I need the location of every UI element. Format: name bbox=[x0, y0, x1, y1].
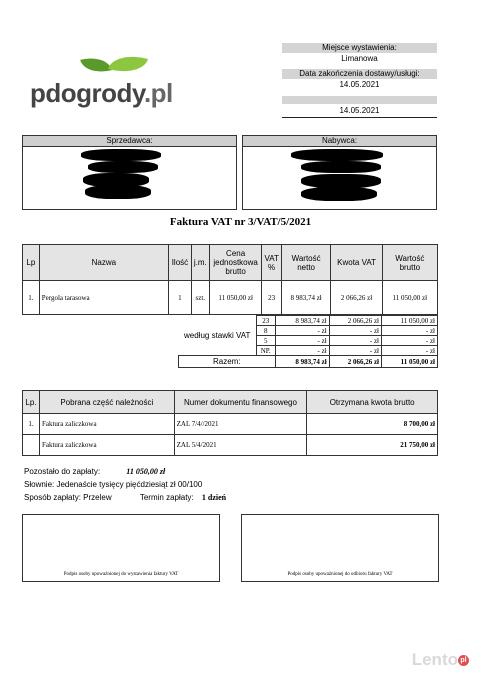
rate-vat: - zł bbox=[329, 326, 381, 336]
delivery-value: 14.05.2021 bbox=[339, 80, 380, 89]
lento-watermark bbox=[412, 650, 469, 670]
rate-vat: - zł bbox=[329, 336, 381, 346]
remaining-label: Pozostało do zapłaty: bbox=[24, 467, 101, 476]
rate-vat: - zł bbox=[329, 346, 381, 356]
col-lp: Lp bbox=[23, 245, 40, 281]
issuer-signature-caption: Podpis osoby upoważnionej do wystawienia faktury VAT bbox=[63, 572, 179, 577]
watermark-badge: pl bbox=[458, 655, 469, 666]
adv-doc: ZAL 7/4//2021 bbox=[174, 414, 307, 435]
rate-gross: - zł bbox=[382, 346, 438, 356]
invoice-title: Faktura VAT nr 3/VAT/5/2021 bbox=[169, 216, 312, 228]
total-gross: 11 050,00 zł bbox=[382, 356, 438, 368]
adv-doc: ZAL 5/4/2021 bbox=[174, 435, 307, 456]
col-vat: VAT % bbox=[262, 245, 281, 281]
row-vat: 23 bbox=[262, 281, 281, 315]
col-adv-lp: Lp. bbox=[23, 391, 40, 414]
watermark-text: Lento bbox=[411, 650, 458, 669]
col-adv-doc: Numer dokumentu finansowego bbox=[174, 391, 307, 414]
row-gross: 11 050,00 zł bbox=[382, 281, 437, 315]
issue-value: 14.05.2021 bbox=[339, 106, 380, 115]
leaf-icon-right bbox=[108, 50, 148, 79]
buyer-panel bbox=[242, 135, 437, 210]
items-table bbox=[22, 244, 438, 315]
logo-tld: .pl bbox=[143, 78, 173, 108]
adv-part: Faktura zaliczkowa bbox=[39, 435, 174, 456]
payment-term-value: 1 dzień bbox=[201, 493, 227, 502]
rate-value: 23 bbox=[256, 316, 275, 326]
table-row bbox=[23, 281, 438, 315]
seller-panel bbox=[22, 135, 237, 210]
col-qty: Ilość bbox=[168, 245, 191, 281]
col-vat-amount: Kwota VAT bbox=[331, 245, 382, 281]
leaf-icon-left bbox=[80, 53, 112, 78]
rate-net: - zł bbox=[275, 326, 329, 336]
row-lp: 1. bbox=[23, 281, 40, 315]
rate-vat: 2 066,26 zł bbox=[329, 316, 381, 326]
rate-breakdown bbox=[178, 315, 438, 368]
row-vat-amount: 2 066,26 zł bbox=[331, 281, 382, 315]
col-adv-part: Pobrana część należności bbox=[39, 391, 174, 414]
rate-gross: 11 050,00 zł bbox=[382, 316, 438, 326]
rate-value: 5 bbox=[256, 336, 275, 346]
payment-term-label: Termin zapłaty: bbox=[139, 493, 194, 502]
by-rate-label: według stawki VAT bbox=[179, 316, 257, 356]
rate-gross: - zł bbox=[382, 326, 438, 336]
col-unit-price: Cena jednostkowa brutto bbox=[209, 245, 262, 281]
rate-net: - zł bbox=[275, 346, 329, 356]
col-adv-amount: Otrzymana kwota brutto bbox=[307, 391, 438, 414]
payment-method: Sposób zapłaty: Przelew bbox=[24, 493, 112, 502]
row-qty: 1 bbox=[168, 281, 191, 315]
col-gross: Wartość brutto bbox=[382, 245, 437, 281]
payment-row bbox=[24, 493, 226, 502]
rate-gross: - zł bbox=[382, 336, 438, 346]
receiver-signature-box bbox=[241, 514, 439, 582]
col-name: Nazwa bbox=[39, 245, 168, 281]
delivery-label: Data zakończenia dostawy/usługi: bbox=[282, 69, 437, 79]
seller-redaction bbox=[81, 149, 161, 161]
adv-part: Faktura zaliczkowa bbox=[39, 414, 174, 435]
rate-net: 8 983,74 zł bbox=[275, 316, 329, 326]
col-net: Wartość netto bbox=[281, 245, 331, 281]
buyer-redaction bbox=[291, 149, 383, 161]
amount-in-words: Słownie: Jedenaście tysięcy pięćdziesiąt zł 00/100 bbox=[24, 480, 203, 489]
adv-lp bbox=[23, 435, 40, 456]
total-vat: 2 066,26 zł bbox=[329, 356, 381, 368]
logo-text: pdogrody bbox=[30, 78, 144, 108]
adv-amount: 8 700,00 zł bbox=[307, 414, 438, 435]
rate-net: - zł bbox=[275, 336, 329, 346]
issue-band bbox=[282, 96, 437, 104]
row-unit: szt. bbox=[191, 281, 209, 315]
seller-label: Sprzedawca: bbox=[22, 135, 237, 147]
remaining-row bbox=[24, 467, 165, 476]
row-name: Pergola tarasowa bbox=[39, 281, 168, 315]
total-label: Razem: bbox=[179, 356, 276, 368]
remaining-value: 11 050,00 zł bbox=[126, 467, 166, 476]
table-row bbox=[23, 435, 438, 456]
table-row bbox=[23, 414, 438, 435]
rate-value: 8 bbox=[256, 326, 275, 336]
row-net: 8 983,74 zł bbox=[281, 281, 331, 315]
col-unit: j.m. bbox=[191, 245, 209, 281]
company-logo bbox=[30, 50, 173, 112]
adv-amount: 21 750,00 zł bbox=[307, 435, 438, 456]
place-value: Limanowa bbox=[341, 54, 378, 63]
buyer-label: Nabywca: bbox=[242, 135, 437, 147]
issuer-signature-box bbox=[22, 514, 220, 582]
advances-table bbox=[22, 390, 438, 456]
row-unit-price: 11 050,00 zł bbox=[209, 281, 262, 315]
rate-value: NP. bbox=[256, 346, 275, 356]
adv-lp: 1. bbox=[23, 414, 40, 435]
total-net: 8 983,74 zł bbox=[275, 356, 329, 368]
receiver-signature-caption: Podpis osoby upoważnionej do odbioru faktury VAT bbox=[287, 572, 393, 577]
place-label: Miejsce wystawienia: bbox=[282, 43, 437, 53]
